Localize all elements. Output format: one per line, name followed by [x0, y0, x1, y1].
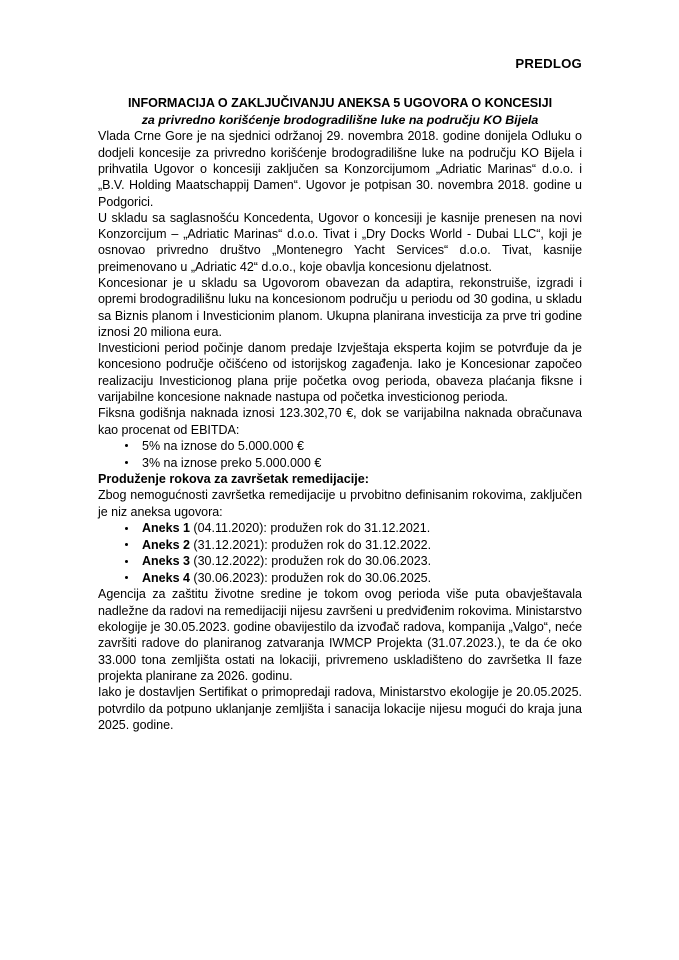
list-item [98, 537, 582, 554]
list-item [98, 438, 582, 455]
page-title: INFORMACIJA O ZAKLJUČIVANJU ANEKSA 5 UGOVORA O KONCESIJI [127, 95, 553, 110]
document-label: PREDLOG [515, 56, 582, 71]
paragraph-8: Iako je dostavljen Sertifikat o primopredaji radova, Ministarstvo ekologije je 20.05.2025. potvrdilo da potpuno uklanjanje zemljišta i sanacija lokacije nijesu mogući do kraja juna 2025. godine. [98, 685, 582, 732]
bullet-icon [125, 560, 128, 563]
annex-detail: (30.06.2023): produžen rok do 30.06.2025. [189, 570, 432, 585]
annex-name: Aneks 3 [142, 554, 190, 569]
annex-name: Aneks 4 [142, 570, 190, 585]
annex-detail: (04.11.2020): produžen rok do 31.12.2021. [189, 521, 431, 536]
paragraph-1: Vlada Crne Gore je na sjednici održanoj 29. novembra 2018. godine donijela Odluku o dodjeli koncesije za privredno korišćenje brodogradilišne luke na području KO Bijela i prihvatila Ugovor o koncesiji zaključen sa Konzorcijumom „Adriatic Marinas“ d.o.o. i „B.V. Holding Maatschappij Damen“. Ugovor je potpisan 30. novembra 2018. godine u Podgorici. [98, 129, 582, 209]
list-item [98, 455, 582, 472]
list-item-label: 3% na iznose preko 5.000.000 € [142, 455, 322, 470]
annex-name: Aneks 1 [142, 521, 190, 536]
paragraph-5-fee: Fiksna godišnja naknada iznosi 123.302,70 €, dok se varijabilna naknada obračunava kao procenat od EBITDA: [98, 406, 582, 437]
bullet-icon [125, 444, 128, 447]
annex-detail: (31.12.2021): produžen rok do 31.12.2022. [189, 537, 432, 552]
annex-detail: (30.12.2022): produžen rok do 30.06.2023. [189, 554, 432, 569]
paragraph-2: U skladu sa saglasnošću Koncedenta, Ugovor o koncesiji je kasnije prenesen na novi Konzorcijum – „Adriatic Marinas“ d.o.o. Tivat i „Dry Docks World - Dubai LLC“, koji je osnovao privredno društvo „Montenegro Yacht Services“ d.o.o. Tivat, kasnije preimenovano u „Adriatic 42“ d.o.o., koje obavlja koncesionu djelatnost. [98, 210, 582, 274]
document-body [98, 0, 582, 733]
paragraph-7: Agencija za zaštitu životne sredine je tokom ovog perioda više puta obavještavala nadležne da radovi na remedijaciji nijesu završeni u predviđenim rokovima. Ministarstvo ekologije je 30.05.2023. godine obavijestilo da izvođač radova, kompanija „Valgo“, neće završiti radove do planiranog zatvaranja IWMCP Projekta (31.07.2023.), te da će oko 33.000 tona zemljišta ostati na lokaciji, privremeno uskladišteno do završetka II faze projekta planirane za 2026. godinu. [98, 587, 582, 683]
section-heading-remediation: Produženje rokova za završetak remedijacije: [98, 472, 369, 487]
list-item [98, 520, 582, 537]
paragraph-4: Investicioni period počinje danom predaje Izvještaja eksperta kojim se potvrđuje da je koncesiono područje očišćeno od istorijskog zagađenja. Iako je Koncesionar započeo realizaciju Investicionog plana prije početka ovog perioda, obaveza plaćanja fiksne i varijabilne koncesione naknade nastupa od početka investicionog perioda. [98, 341, 582, 405]
fee-percentage-list [98, 438, 582, 471]
bullet-icon [125, 543, 128, 546]
annex-name: Aneks 2 [142, 537, 190, 552]
list-item [98, 553, 582, 570]
bullet-icon [125, 576, 128, 579]
list-item-label: 5% na iznose do 5.000.000 € [142, 438, 304, 453]
page-subtitle: za privredno korišćenje brodogradilišne luke na području KO Bijela [141, 113, 539, 128]
bullet-icon [125, 461, 128, 464]
paragraph-6: Zbog nemogućnosti završetka remedijacije u prvobitno definisanim rokovima, zaključen je niz aneksa ugovora: [98, 488, 582, 519]
list-item [98, 570, 582, 587]
annex-list [98, 520, 582, 586]
bullet-icon [125, 527, 128, 530]
paragraph-3: Koncesionar je u skladu sa Ugovorom obavezan da adaptira, rekonstruiše, izgradi i opremi brodogradilišnu luku na koncesionom području u periodu od 30 godina, u skladu sa Biznis planom i Investicionim planom. Ukupna planirana investicija za prve tri godine iznosi 20 miliona eura. [98, 276, 582, 339]
